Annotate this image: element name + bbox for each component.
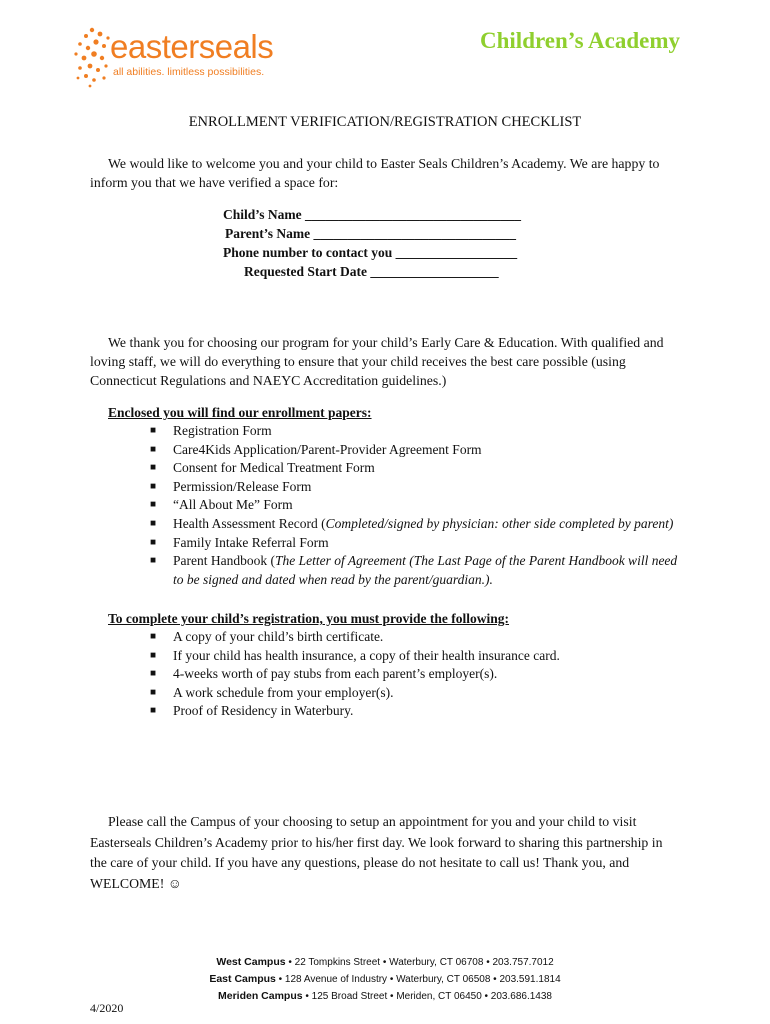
closing-paragraph: Please call the Campus of your choosing to setup an appointment for you and your child to visit Easterseals Children’s Academy prior to his/her first day. We look forward to sharing this partnership in the care of your child. If you have any questions, please do not hesitate to call us! Thank you, and WELCOME! ☺ bbox=[90, 814, 663, 891]
intro-paragraph: We would like to welcome you and your child to Easter Seals Children’s Academy. We are happy to inform you that we have verified a space for: bbox=[90, 156, 660, 190]
footer-campuses bbox=[0, 954, 770, 1005]
logo-tagline: all abilities. limitless possibilities. bbox=[113, 66, 265, 78]
footer-line-west: West Campus • 22 Tompkins Street • Waterbury, CT 06708 • 203.757.7012 bbox=[216, 956, 554, 968]
thanks-paragraph: We thank you for choosing our program for your child’s Early Care & Education. With qualified and loving staff, we will do everything to ensure that your child receives the best care possible (using Connecticut Regulations and NAEYC Accreditation guidelines.) bbox=[90, 335, 664, 388]
list-item: ■ Permission/Release Form bbox=[150, 478, 312, 494]
parents-name-field: Parent’s Name ______________________________ bbox=[225, 226, 516, 241]
list-item: ■ Health Assessment Record (Completed/signed by physician: other side completed by parent) bbox=[150, 515, 674, 531]
childs-name-field: Child’s Name ________________________________ bbox=[223, 207, 522, 222]
enclosed-heading: Enclosed you will find our enrollment papers: bbox=[108, 405, 372, 420]
enclosed-list bbox=[150, 422, 690, 589]
list-item: ■ Proof of Residency in Waterbury. bbox=[150, 703, 354, 719]
complete-heading: To complete your child’s registration, you must provide the following: bbox=[108, 611, 510, 626]
list-item: ■ Parent Handbook (The Letter of Agreement (The Last Page of the Parent Handbook will need to be signed and dated when read by the parent/guardian.). bbox=[150, 553, 678, 587]
list-item: ■ If your child has health insurance, a copy of their health insurance card. bbox=[150, 647, 560, 663]
academy-title: Children’s Academy bbox=[480, 28, 680, 53]
footer-line-east: East Campus • 128 Avenue of Industry • Waterbury, CT 06508 • 203.591.1814 bbox=[209, 973, 561, 985]
start-date-field: Requested Start Date ___________________ bbox=[244, 264, 499, 279]
list-item: ■ Family Intake Referral Form bbox=[150, 534, 329, 550]
logo-wordmark: easterseals bbox=[110, 28, 274, 65]
footer-line-meriden: Meriden Campus • 125 Broad Street • Meriden, CT 06450 • 203.686.1438 bbox=[218, 990, 552, 1002]
list-item: ■ Care4Kids Application/Parent-Provider Agreement Form bbox=[150, 441, 482, 457]
list-item: ■ A copy of your child’s birth certificate. bbox=[150, 629, 384, 644]
list-item: ■ 4-weeks worth of pay stubs from each parent’s employer(s). bbox=[150, 666, 498, 682]
document-date: 4/2020 bbox=[90, 1001, 124, 1015]
list-item: ■ Registration Form bbox=[150, 423, 272, 438]
page-title: ENROLLMENT VERIFICATION/REGISTRATION CHECKLIST bbox=[188, 114, 582, 130]
list-item: ■ Consent for Medical Treatment Form bbox=[150, 460, 375, 476]
complete-list bbox=[150, 628, 690, 721]
phone-number-field: Phone number to contact you __________________ bbox=[223, 245, 518, 260]
list-item: ■ A work schedule from your employer(s). bbox=[150, 684, 394, 700]
list-item: ■ “All About Me” Form bbox=[150, 497, 293, 513]
